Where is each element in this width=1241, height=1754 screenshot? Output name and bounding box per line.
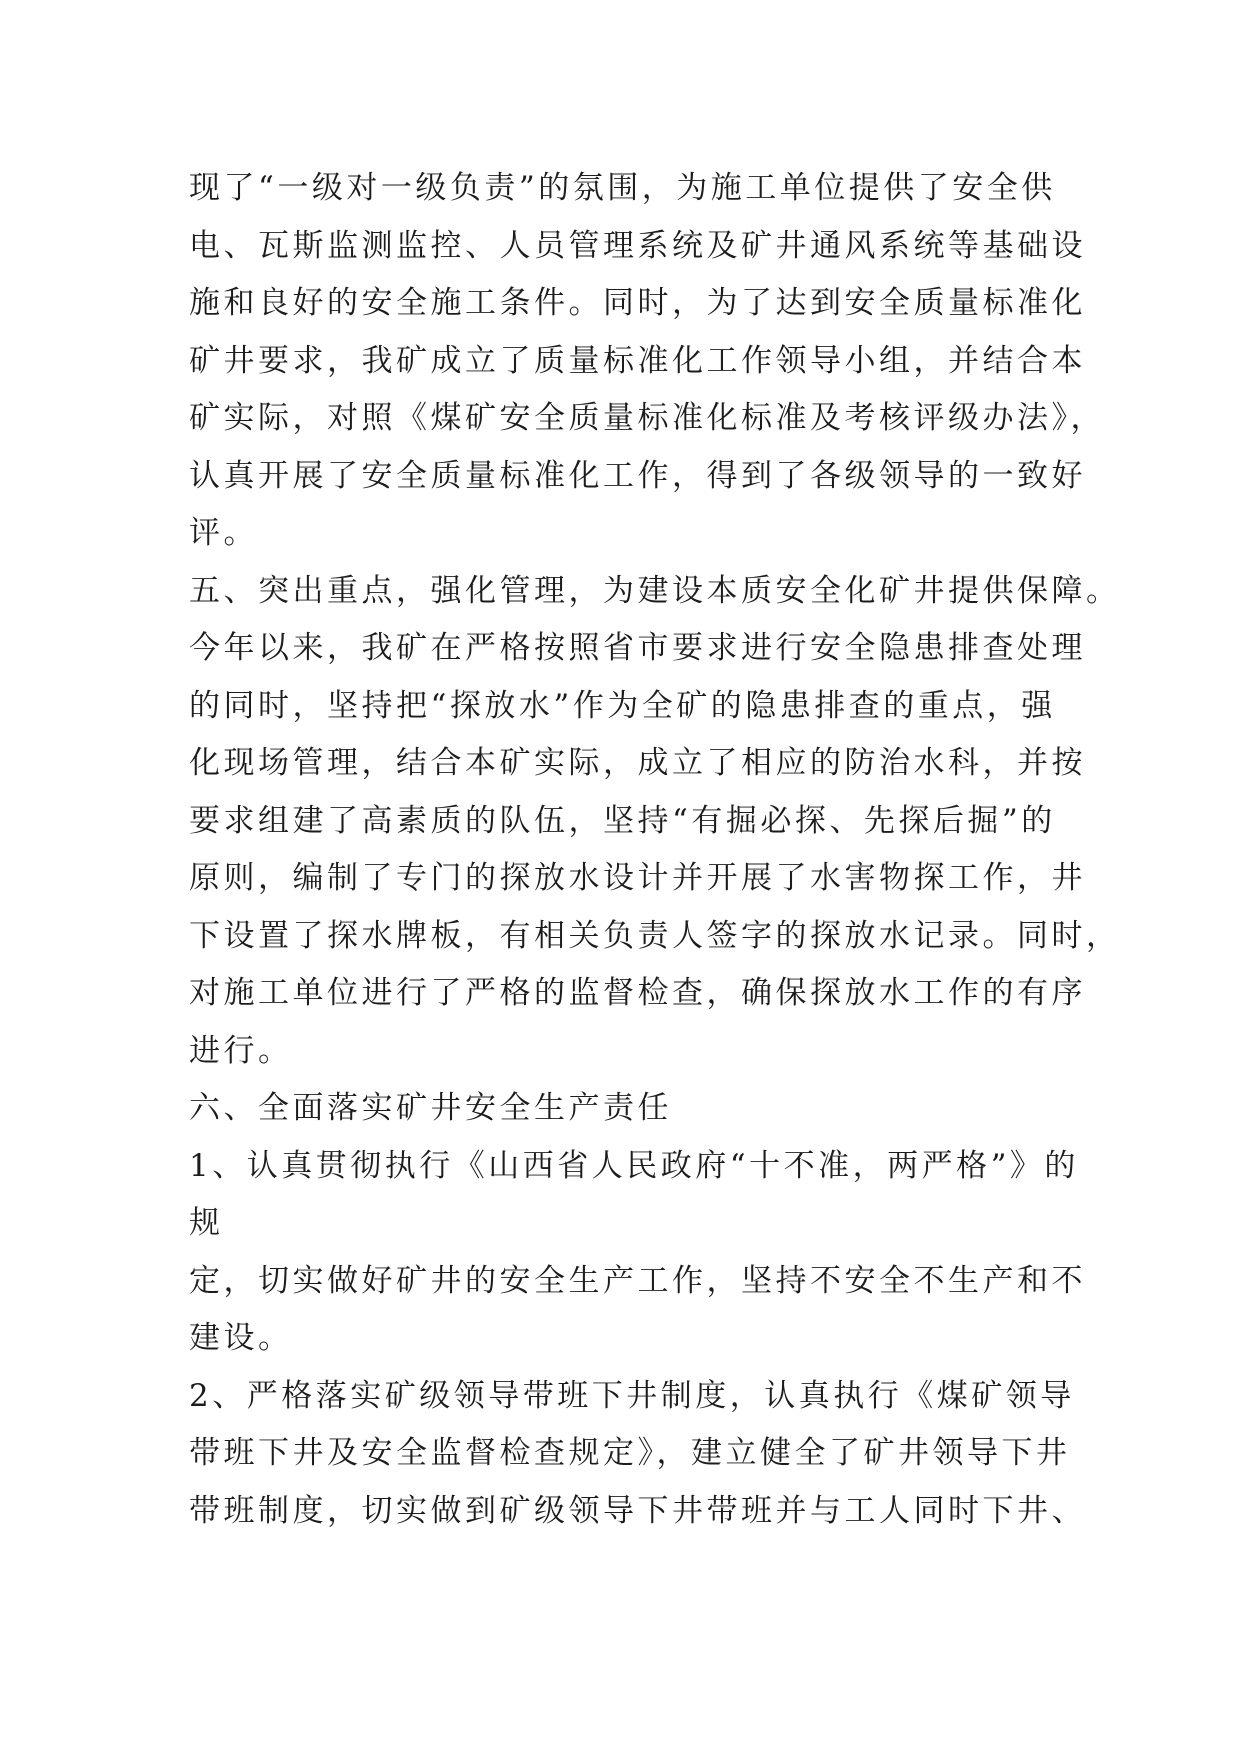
text-line: 下设置了探水牌板，有相关负责人签字的探放水记录。同时， xyxy=(189,917,1121,954)
text-line: 评。 xyxy=(189,515,258,551)
list-item: 2、严格落实矿级领导带班下井制度，认真执行《煤矿领导 xyxy=(189,1377,1075,1414)
body-text xyxy=(189,160,1121,1540)
text-line: 带班制度，切实做到矿级领导下井带班并与工人同时下井、 xyxy=(189,1492,1086,1529)
text-line: 今年以来，我矿在严格按照省市要求进行安全隐患排查处理 xyxy=(189,630,1086,666)
text-line: 矿井要求，我矿成立了质量标准化工作领导小组，并结合本 xyxy=(189,342,1086,379)
text-line: 进行。 xyxy=(189,1032,293,1069)
text-line: 的同时，坚持把“探放水”作为全矿的隐患排查的重点，强 xyxy=(189,687,1056,724)
text-line: 现了“一级对一级负责”的氛围，为施工单位提供了安全供 xyxy=(189,170,1056,206)
text-line: 认真开展了安全质量标准化工作，得到了各级领导的一致好 xyxy=(189,457,1086,494)
text-line: 要求组建了高素质的队伍，坚持“有掘必探、先探后掘”的 xyxy=(189,802,1056,839)
text-line: 规 xyxy=(189,1205,224,1241)
text-line: 原则，编制了专门的探放水设计并开展了水害物探工作，井 xyxy=(189,860,1086,896)
text-line: 施和良好的安全施工条件。同时，为了达到安全质量标准化 xyxy=(189,285,1086,321)
text-line: 电、瓦斯监测监控、人员管理系统及矿井通风系统等基础设 xyxy=(189,227,1086,264)
text-line: 对施工单位进行了严格的监督检查，确保探放水工作的有序 xyxy=(189,975,1086,1011)
text-line: 矿实际，对照《煤矿安全质量标准化标准及考核评级办法》， xyxy=(189,400,1105,436)
list-item: 1、认真贯彻执行《山西省人民政府“十不准，两严格”》的 xyxy=(189,1147,1079,1184)
text-line: 带班下井及安全监督检查规定》，建立健全了矿井领导下井 xyxy=(189,1435,1071,1471)
text-line: 建设。 xyxy=(189,1320,293,1356)
section-heading: 五、突出重点，强化管理，为建设本质安全化矿井提供保障。 xyxy=(189,572,1121,609)
text-line: 化现场管理，结合本矿实际，成立了相应的防治水科，并按 xyxy=(189,745,1086,781)
text-line: 定，切实做好矿井的安全生产工作，坚持不安全不生产和不 xyxy=(189,1262,1086,1299)
section-heading: 六、全面落实矿井安全生产责任 xyxy=(189,1090,672,1126)
